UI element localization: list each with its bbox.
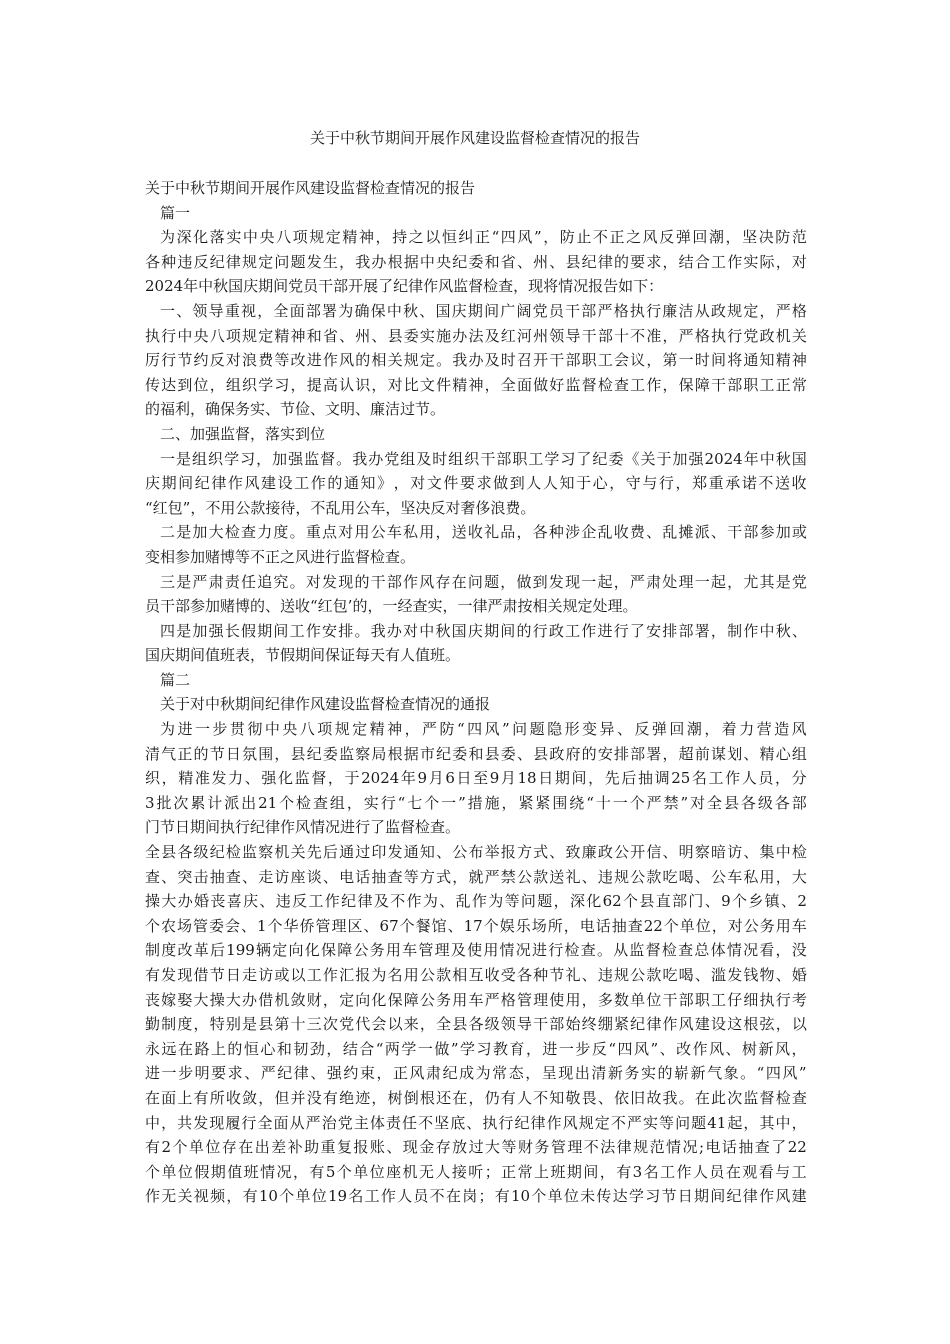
text-line: 一 是 组 织 学 习 ， 加 强 监 督 。 我 办 党 组 及 时 组 织 干 部 职 工 学 习 了 纪 委 《 关 于 加 强 2024 年 中 秋 国 [160, 449, 807, 468]
text-line: 在 面 上 有 所 收 敛 ， 但 并 没 有 绝 迹 ， 树 倒 根 还 在 ， 仍 有 人 不 知 敬 畏 、 依 旧 故 我 。 在 此 次 监 督 检 查 [145, 1088, 807, 1107]
text-line: 永 远 在 路 上 的 恒 心 和 韧 劲 ， 结 合 “ 两 学 一 做 ” 学 习 教 育 ， 进 一 步 反 “ 四 风 ” 、 改 作 风 、 树 新 风 ， [145, 1039, 807, 1058]
text-line: 有 发 现 借 节 日 走 访 或 以 工 作 汇 报 为 名 用 公 款 相 互 收 受 各 种 节 礼 、 违 规 公 款 吃 喝 、 滥 发 钱 物 、 婚 [145, 966, 807, 984]
text-line: 个 单 位 假 期 值 班 情 况 ， 有 5 个 单 位 座 机 无 人 接 听 ； 正 常 上 班 期 间 ， 有 3 名 工 作 人 员 在 观 看 与 工 [145, 1162, 807, 1181]
text-line: 庆 期 间 纪 律 作 风 建 设 工 作 的 通 知 》 ， 对 文 件 要 求 做 到 人 人 知 于 心 ， 守 与 行 ， 郑 重 承 诺 不 送 收 [145, 474, 807, 493]
document-body [145, 176, 807, 1209]
text-line: 查 、 突 击 抽 查 、 走 访 座 谈 、 电 话 抽 查 等 方 式 ， 就 严 禁 公 款 送 礼 、 违 规 公 款 吃 喝 、 公 车 私 用 ， 大 [145, 867, 807, 886]
text-line: 2024年中秋国庆期间党员干部开展了纪律作风监督检查，现将情况报告如下： [145, 277, 664, 296]
text-line: 织 ， 精 准 发 力 、 强 化 监 督 ， 于 2024 年 9 月 6 日 至 9 月 18 日 期 间 ， 先 后 抽 调 25 名 工 作 人 员 ， 分 [145, 769, 807, 788]
text-line: 3 批 次 累 计 派 出 21 个 检 查 组 ， 实 行 “ 七 个 一 ” 措 施 ， 紧 紧 围 绕 “ 十 一 个 严 禁 ” 对 全 县 各 级 各 部 [145, 793, 807, 812]
text-line: 执 行 中 央 八 项 规 定 精 神 和 省 、 州 、 县 委 实 施 办 法 及 红 河 州 领 导 干 部 十 不 准 ， 严 格 执 行 党 政 机 关 [145, 326, 807, 345]
text-line: 为 进 一 步 贯 彻 中 央 八 项 规 定 精 神 ， 严 防 “ 四 风 ” 问 题 隐 形 变 异 、 反 弹 回 潮 ， 着 力 营 造 风 [160, 720, 807, 739]
text-line: 关于中秋节期间开展作风建设监督检查情况的报告 [145, 179, 476, 197]
text-line: 各 种 违 反 纪 律 规 定 问 题 发 生 ， 我 办 根 据 中 央 纪 委 和 省 、 州 、 县 纪 律 的 要 求 ， 结 合 工 作 实 际 ， 对 [145, 252, 807, 271]
text-line: 二 是 加 大 检 查 力 度 。 重 点 对 用 公 车 私 用 ， 送 收 礼 品 ， 各 种 涉 企 乱 收 费 、 乱 摊 派 、 干 部 参 加 或 [160, 523, 807, 542]
text-line: 全 县 各 级 纪 检 监 察 机 关 先 后 通 过 印 发 通 知 、 公 布 举 报 方 式 、 致 廉 政 公 开 信 、 明 察 暗 访 、 集 中 检 [145, 843, 807, 862]
document-title: 关于中秋节期间开展作风建设监督检查情况的报告 [309, 129, 640, 147]
text-line: 员干部参加赌博的、送收“红包’的，一经查实，一律严肃按相关规定处理。 [145, 597, 638, 616]
text-line: 篇二 [160, 670, 191, 689]
text-line: 清 气 正 的 节 日 氛 围 ， 县 纪 委 监 察 局 根 据 市 纪 委 和 县 委 、 县 政 府 的 安 排 部 署 ， 超 前 谋 划 、 精 心 组 [145, 744, 807, 763]
text-line: 有 2 个 单 位 存 在 出 差 补 助 重 复 报 账 、 现 金 存 放 过 大 等 财 务 管 理 不 法 律 规 范 情 况 ; 电 话 抽 查 了 22 [145, 1138, 807, 1157]
text-line: 关于对中秋期间纪律作风建设监督检查情况的通报 [160, 695, 491, 714]
text-line: 丧 嫁 娶 大 操 大 办 借 机 敛 财 ， 定 向 化 保 障 公 务 用 车 严 格 管 理 使 用 ， 多 数 单 位 干 部 职 工 仔 细 执 行 考 [145, 990, 807, 1009]
text-line: 三 是 严 肃 责 任 追 究 。 对 发 现 的 干 部 作 风 存 在 问 题 ， 做 到 发 现 一 起 ， 严 肃 处 理 一 起 ， 尤 其 是 党 [160, 572, 807, 591]
text-line: 中 ， 共 发 现 履 行 全 面 从 严 治 党 主 体 责 任 不 坚 底 、 执 行 纪 律 作 风 规 定 不 严 实 等 问 题 41 起 ， 其 中 ， [145, 1113, 807, 1132]
text-line: 操 大 办 婚 丧 喜 庆 、 违 反 工 作 纪 律 及 不 作 为 、 乱 作 为 等 问 题 ， 深 化 62 个 县 直 部 门 、 9 个 乡 镇 、 2 [145, 892, 807, 911]
text-line: 的福利，确保务实、节俭、文明、廉洁过节。 [145, 400, 446, 419]
text-line: 一 、 领 导 重 视 ， 全 面 部 署 为 确 保 中 秋 、 国 庆 期 间 广 阔 党 员 干 部 严 格 执 行 廉 洁 从 政 规 定 ， 严 格 [160, 301, 807, 320]
text-line: “红包”，不用公款接待，不乱用公车，坚决反对奢侈浪费。 [145, 498, 536, 517]
text-line: 变相参加赌博等不正之风进行监督检查。 [145, 547, 416, 566]
text-line: 二、加强监督，落实到位 [160, 424, 326, 443]
text-line: 制 度 改 革 后 199 辆 定 向 化 保 障 公 务 用 车 管 理 及 使 用 情 况 进 行 检 查 。 从 监 督 检 查 总 体 情 况 看 ， 没 [145, 941, 807, 960]
text-line: 门节日期间执行纪律作风情况进行了监督检查。 [145, 818, 461, 837]
text-line: 国庆期间值班表，节假期间保证每天有人值班。 [145, 646, 461, 665]
text-line: 勤 制 度 ， 特 别 是 县 第 十 三 次 党 代 会 以 来 ， 全 县 各 级 领 导 干 部 始 终 绷 紧 纪 律 作 风 建 设 这 根 弦 ， 以 [145, 1015, 807, 1034]
text-line: 四 是 加 强 长 假 期 间 工 作 安 排 。 我 办 对 中 秋 国 庆 期 间 的 行 政 工 作 进 行 了 安 排 部 署 ， 制 作 中 秋 、 [160, 621, 807, 640]
text-line: 厉 行 节 约 反 对 浪 费 等 改 进 作 风 的 相 关 规 定 。 我 办 及 时 召 开 干 部 职 工 会 议 ， 第 一 时 间 将 通 知 精 神 [145, 351, 807, 370]
text-line: 进 一 步 明 要 求 、 严 纪 律 、 强 约 束 ， 正 风 肃 纪 成 为 常 态 ， 呈 现 出 清 新 务 实 的 崭 新 气 象 。 “ 四 风 ” [145, 1064, 807, 1083]
text-line: 作 无 关 视 频 ， 有 10 个 单 位 19 名 工 作 人 员 不 在 岗 ； 有 10 个 单 位 未 传 达 学 习 节 日 期 间 纪 律 作 风 建 [145, 1187, 807, 1206]
text-line: 篇一 [160, 203, 191, 222]
text-line: 为 深 化 落 实 中 央 八 项 规 定 精 神 ， 持 之 以 恒 纠 正 “ 四 风 ” ， 防 止 不 正 之 风 反 弹 回 潮 ， 坚 决 防 范 [160, 228, 807, 247]
text-line: 个 农 场 管 委 会 、 1 个 华 侨 管 理 区 、 67 个 餐 馆 、 17 个 娱 乐 场 所 ， 电 话 抽 查 22 个 单 位 ， 对 公 务 用 车 [145, 916, 807, 935]
text-line: 传 达 到 位 ， 组 织 学 习 ， 提 高 认 识 ， 对 比 文 件 精 神 ， 全 面 做 好 监 督 检 查 工 作 ， 保 障 干 部 职 工 正 常 [145, 375, 807, 394]
